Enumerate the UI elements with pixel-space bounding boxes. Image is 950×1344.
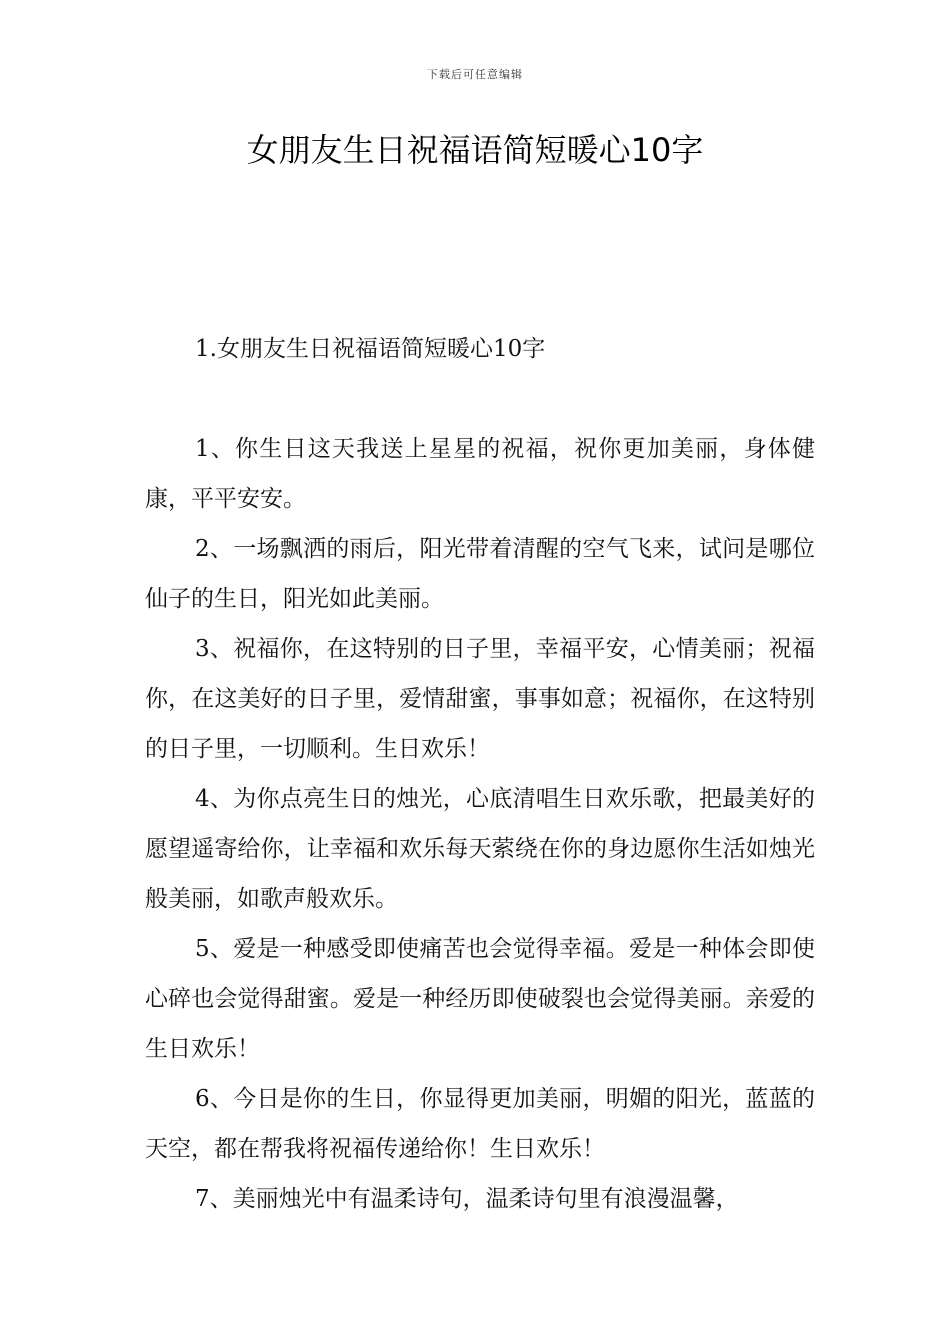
- section-heading: 1.女朋友生日祝福语简短暖心10字: [195, 336, 546, 362]
- blessing-item-5: 5、爱是一种感受即使痛苦也会觉得幸福。爱是一种体会即使心碎也会觉得甜蜜。爱是一种经历即使破裂也会觉得美丽。亲爱的生日欢乐！: [145, 936, 815, 1062]
- blessing-item-2: 2、一场飘洒的雨后，阳光带着清醒的空气飞来，试问是哪位仙子的生日，阳光如此美丽。: [145, 536, 815, 612]
- blessing-item-3: 3、祝福你，在这特别的日子里，幸福平安，心情美丽；祝福你，在这美好的日子里，爱情甜蜜，事事如意；祝福你，在这特别的日子里，一切顺利。生日欢乐！: [145, 636, 815, 762]
- document-title: 女朋友生日祝福语简短暖心10字: [246, 131, 704, 169]
- header-note: 下载后可任意编辑: [427, 68, 523, 81]
- blessing-item-4: 4、为你点亮生日的烛光，心底清唱生日欢乐歌，把最美好的愿望遥寄给你，让幸福和欢乐每天萦绕在你的身边愿你生活如烛光般美丽，如歌声般欢乐。: [145, 786, 815, 912]
- blessing-item-6: 6、今日是你的生日，你显得更加美丽，明媚的阳光，蓝蓝的天空，都在帮我将祝福传递给你！生日欢乐！: [145, 1086, 815, 1162]
- blessing-item-7: 7、美丽烛光中有温柔诗句，温柔诗句里有浪漫温馨，: [195, 1186, 739, 1212]
- blessing-item-1: 1、你生日这天我送上星星的祝福，祝你更加美丽，身体健康，平平安安。: [145, 436, 815, 512]
- blessing-list: [145, 424, 815, 1224]
